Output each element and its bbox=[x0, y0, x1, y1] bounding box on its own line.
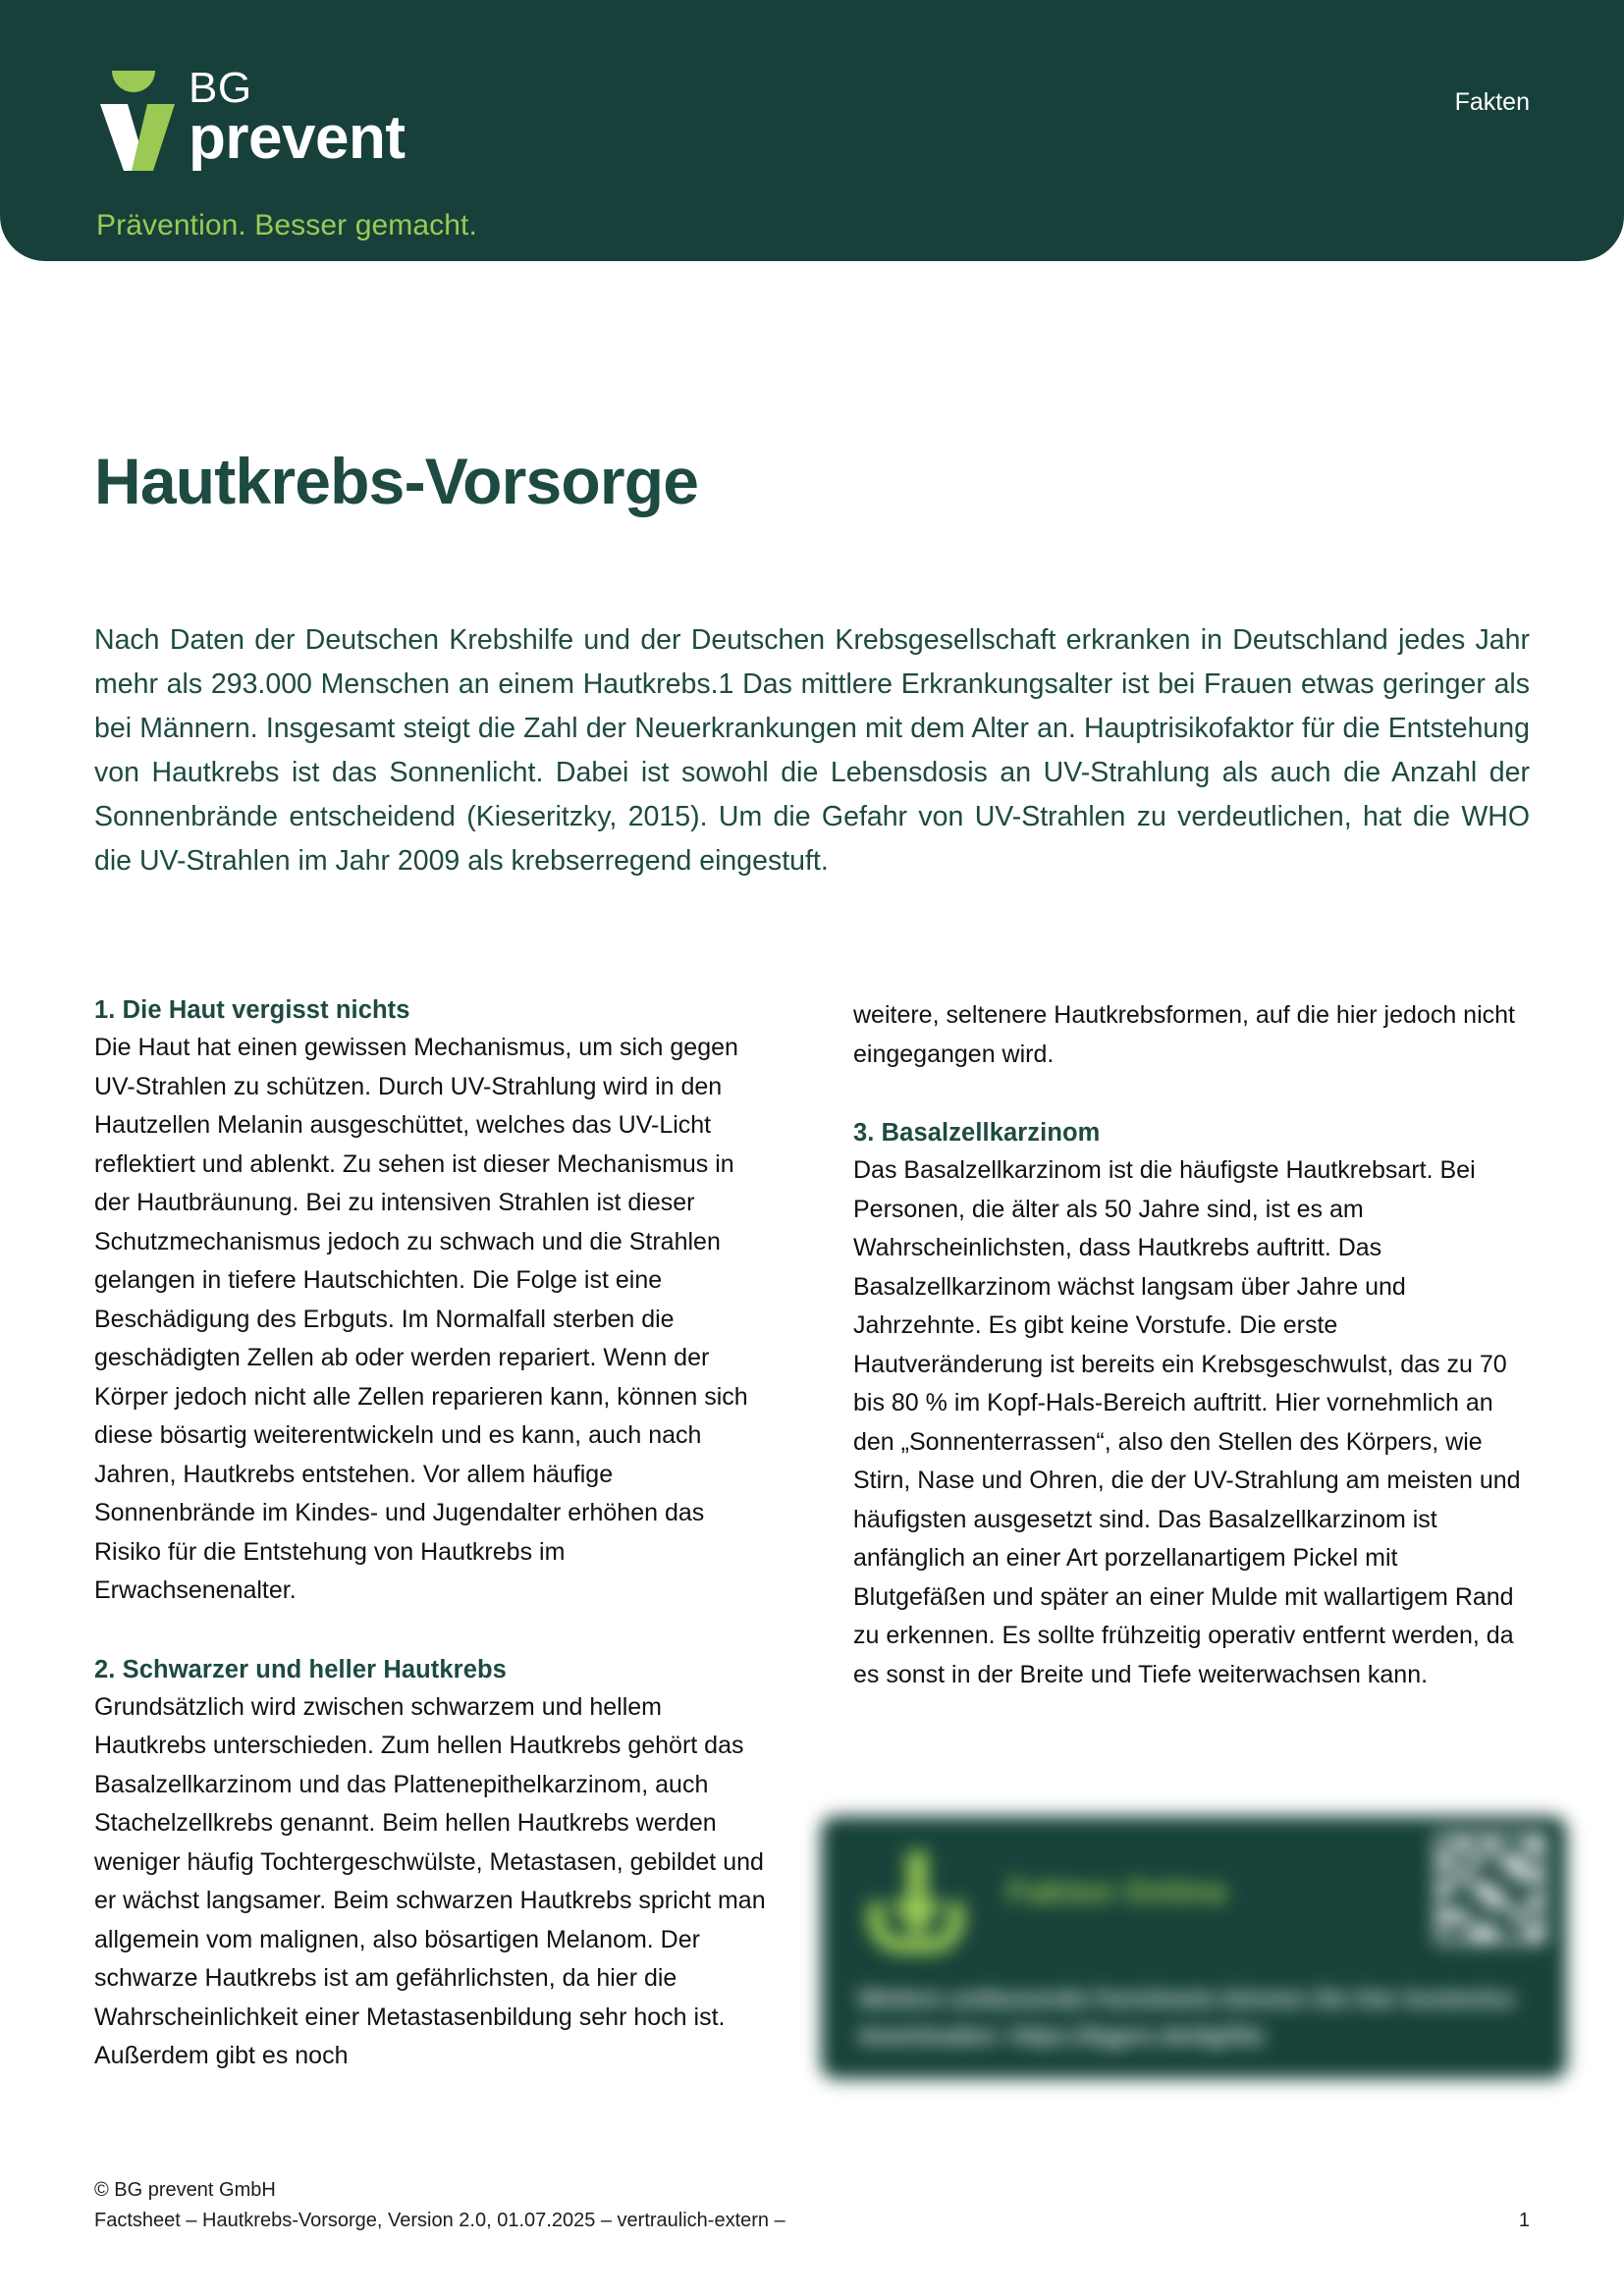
qr-code[interactable] bbox=[1435, 1834, 1545, 1944]
brand-wordmark bbox=[189, 49, 406, 173]
brand-tagline: Prävention. Besser gemacht. bbox=[96, 209, 477, 241]
brand-name-bottom: prevent bbox=[189, 104, 406, 173]
footer-document-line: Factsheet – Hautkrebs-Vorsorge, Version 2.0, 01.07.2025 – vertraulich-extern – bbox=[94, 2210, 785, 2231]
section-3-heading: 3. Basalzellkarzinom bbox=[853, 1119, 1101, 1147]
brand-name-top: BG bbox=[189, 64, 252, 112]
section-1-body: Die Haut hat einen gewissen Mechanismus, um sich gegen UV-Strahlen zu schützen. Durch UV-Strahlung wird in den Hautzellen Melanin ausgeschüttet, welches das UV-Licht reflektiert und ablenkt. Zu sehen ist dieser Mechanismus in der Hautbräunung. Bei zu intensiven Strahlen ist dieser Schutzmechanismus jedoch zu schwach und die Strahlen gelangen in tiefere Hautschichten. Die Folge ist eine Beschädigung des Erbguts. Im Normalfall sterben die geschädigten Zellen ab oder werden repariert. Wenn der Körper jedoch nicht alle Zellen reparieren kann, können sich diese bösartig weiterentwickeln und es kann, auch nach Jahren, Hautkrebs entstehen. Vor allem häufige Sonnenbrände im Kindes- und Jugendalter erhöhen das Risiko für die Entstehung von Hautkrebs im Erwachsenenalter. bbox=[94, 1034, 748, 1604]
fakten-online-promo-card[interactable] bbox=[821, 1816, 1567, 2079]
download-icon bbox=[862, 1847, 970, 1957]
section-3-body: Das Basalzellkarzinom ist die häufigste Hautkrebsart. Bei Personen, die älter als 50 Jahre sind, ist es am Wahrscheinlichsten, dass Hautkrebs auftritt. Das Basalzellkarzinom wächst langsam über Jahre und Jahrzehnte. Es gibt keine Vorstufe. Die erste Hautveränderung ist bereits ein Krebsgeschwulst, das zu 70 bis 80 % im Kopf-Hals-Bereich auftritt. Hier vornehmlich an den „Sonnenterrassen“, also den Stellen des Körpers, wie Stirn, Nase und Ohren, die der UV-Strahlung am meisten und häufigsten ausgesetzt sind. Das Basalzellkarzinom ist anfänglich an einer Art porzellanartigem Pickel mit Blutgefäßen und später an einer Mulde mit wallartigem Rand zu erkennen. Es sollte frühzeitig operativ entfernt werden, da es sonst in der Breite und Tiefe weiterwachsen kann. bbox=[853, 1156, 1521, 1688]
promo-heading: Fakten Online bbox=[1007, 1873, 1228, 1909]
page-footer bbox=[94, 2175, 1530, 2236]
page-title: Hautkrebs-Vorsorge bbox=[94, 445, 699, 517]
section-2-heading: 2. Schwarzer und heller Hautkrebs bbox=[94, 1655, 507, 1683]
bg-prevent-v-logo-icon bbox=[94, 49, 181, 172]
left-column bbox=[94, 996, 771, 2076]
brand-logo bbox=[94, 49, 405, 172]
header-banner bbox=[0, 0, 1624, 261]
footer-copyright: © BG prevent GmbH bbox=[94, 2179, 276, 2201]
footer-page-number: 1 bbox=[1518, 2210, 1530, 2231]
section-2-continuation: weitere, seltenere Hautkrebsformen, auf die hier jedoch nicht eingegangen wird. bbox=[853, 1001, 1515, 1068]
header-category-label: Fakten bbox=[1454, 88, 1530, 116]
promo-body-text: Weitere umfassende Factsheets können Sie hier kostenlos downloaden: https://bgpre.de/dg/fds bbox=[858, 1986, 1516, 2050]
section-2-body: Grundsätzlich wird zwischen schwarzem und hellem Hautkrebs unterschieden. Zum hellen Hautkrebs gehört das Basalzellkarzinom und das Plattenepithelkarzinom, auch Stachelzellkrebs genannt. Beim hellen Hautkrebs werden weniger häufig Tochtergeschwülste, Metastasen, gebildet und er wächst langsamer. Beim schwarzen Hautkrebs spricht man allgemein vom malignen, also bösartigen Melanom. Der schwarze Hautkrebs ist am gefährlichsten, da hier die Wahrscheinlichkeit einer Metastasenbildung sehr hoch ist. Außerdem gibt es noch bbox=[94, 1692, 766, 2069]
intro-paragraph: Nach Daten der Deutschen Krebshilfe und der Deutschen Krebsgesellschaft erkranken in Deutschland jedes Jahr mehr als 293.000 Menschen an einem Hautkrebs.1 Das mittlere Erkrankungsalter ist bei Frauen etwas geringer als bei Männern. Insgesamt steigt die Zahl der Neuerkrankungen mit dem Alter an. Hauptrisikofaktor für die Entstehung von Hautkrebs ist das Sonnenlicht. Dabei ist sowohl die Lebensdosis an UV-Strahlung als auch die Anzahl der Sonnenbrände entscheidend (Kieseritzky, 2015). Um die Gefahr von UV-Strahlen zu verdeutlichen, hat die WHO die UV-Strahlen im Jahr 2009 als krebserregend eingestuft. bbox=[94, 624, 1530, 877]
section-1-heading: 1. Die Haut vergisst nichts bbox=[94, 996, 410, 1024]
